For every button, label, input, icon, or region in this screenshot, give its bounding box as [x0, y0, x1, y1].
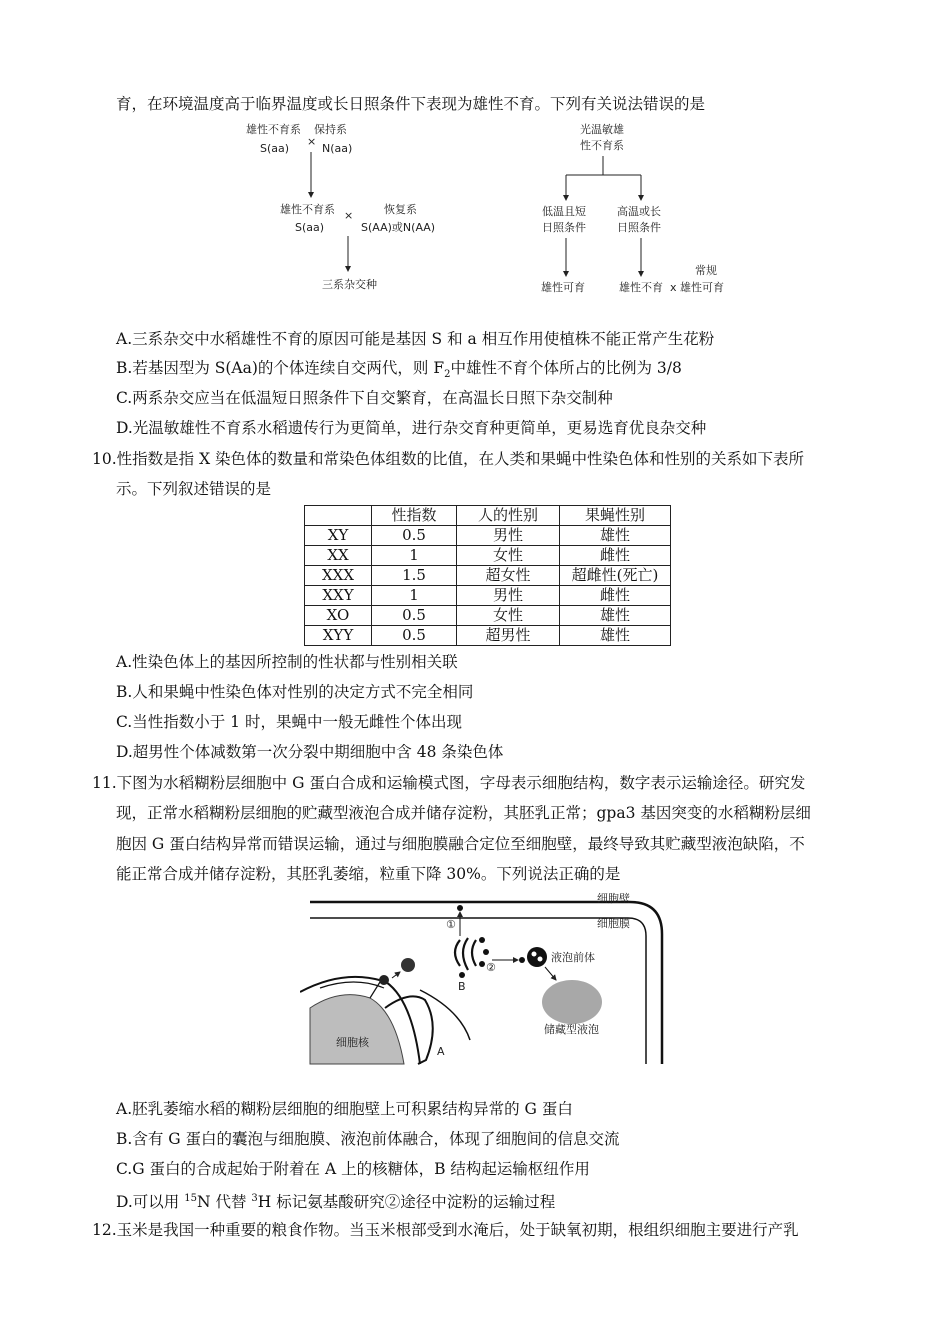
- label-route2: ②: [486, 961, 496, 974]
- table-cell: 超雌性(死亡): [560, 566, 671, 586]
- table-cell: XYY: [305, 626, 372, 646]
- q10-option-b: B.人和果蝇中性染色体对性别的决定方式不完全相同: [116, 683, 474, 701]
- q9-intro-line: 育，在环境温度高于临界温度或长日照条件下表现为雄性不育。下列有关说法错误的是: [116, 95, 706, 113]
- q9-p1-genotype: S(aa): [260, 142, 290, 155]
- q11-stem-line1: 11.下图为水稻糊粉层细胞中 G 蛋白合成和运输模式图，字母表示细胞结构，数字表示运输途径。研究发: [92, 774, 806, 792]
- table-cell: 0.5: [372, 526, 457, 546]
- table-cell: 男性: [457, 586, 560, 606]
- table-header-row: [305, 506, 671, 526]
- q9-f-genotype: S(aa): [295, 221, 325, 234]
- q9-option-b: B.若基因型为 S(Aa)的个体连续自交两代，则 $F_2$中雄性不育个体所占的比例为 3/8: [116, 359, 682, 381]
- table-row: [305, 606, 671, 626]
- q11-option-c: C.G 蛋白的合成起始于附着在 A 上的核糖体，B 结构起运输枢纽作用: [116, 1160, 590, 1178]
- label-b: B: [458, 980, 466, 993]
- table-cell: 超男性: [457, 626, 560, 646]
- q9-f-label: 雄性不育系: [280, 203, 335, 216]
- q10-option-c: C.当性指数小于 1 时，果蝇中一般无雌性个体出现: [116, 713, 462, 731]
- q10-stem-line2: 示。下列叙述错误的是: [116, 480, 272, 498]
- q9-right-cond2: 日照条件: [617, 221, 661, 234]
- q10-option-d: D.超男性个体减数第一次分裂中期细胞中含 48 条染色体: [116, 743, 504, 761]
- table-row: [305, 546, 671, 566]
- table-cell: 1: [372, 586, 457, 606]
- table-cell: XO: [305, 606, 372, 626]
- table-cell: 雄性: [560, 606, 671, 626]
- q9-r-label: 恢复系: [384, 203, 417, 216]
- table-cell: 1.5: [372, 566, 457, 586]
- table-cell: 女性: [457, 606, 560, 626]
- q9-option-a: A.三系杂交中水稻雄性不育的原因可能是基因 S 和 a 相互作用使植株不能正常产生花粉: [116, 330, 715, 348]
- q9-cross2: ×: [344, 209, 354, 222]
- table-cell: XX: [305, 546, 372, 566]
- q9-top-line1: 光温敏雄: [580, 123, 624, 136]
- q9-p2-genotype: N(aa): [322, 142, 353, 155]
- q9-left-cond2: 日照条件: [542, 221, 586, 234]
- q9-right-result: 雄性不育: [619, 281, 663, 294]
- table-row: [305, 626, 671, 646]
- sex-index-table: [304, 505, 671, 646]
- table-cell: 超女性: [457, 566, 560, 586]
- q9-top-line2: 性不育系: [580, 139, 624, 152]
- q11-option-b: B.含有 G 蛋白的囊泡与细胞膜、液泡前体融合，体现了细胞间的信息交流: [116, 1130, 620, 1148]
- table-cell: 雄性: [560, 626, 671, 646]
- table-cell: 雌性: [560, 546, 671, 566]
- label-nucleus: 细胞核: [336, 1036, 369, 1049]
- q9-r-genotype: S(AA)或N(AA): [361, 221, 436, 234]
- q10-option-a: A.性染色体上的基因所控制的性状都与性别相关联: [116, 653, 458, 671]
- table-header-cell: [305, 506, 372, 526]
- label-vacuole-precursor: 液泡前体: [551, 951, 595, 964]
- table-cell: XXY: [305, 586, 372, 606]
- q9-option-c: C.两系杂交应当在低温短日照条件下自交繁育，在高温长日照下杂交制种: [116, 389, 613, 407]
- q9-left-cond1: 低温且短: [542, 205, 586, 218]
- q9-left-result: 雄性可育: [541, 281, 585, 294]
- q9-result: 三系杂交种: [322, 278, 377, 291]
- q11-stem-line4: 能正常合成并储存淀粉，其胚乳萎缩，粒重下降 30%。下列说法正确的是: [116, 865, 621, 883]
- table-cell: 0.5: [372, 626, 457, 646]
- table-cell: XXX: [305, 566, 372, 586]
- table-header-cell: 性指数: [372, 506, 457, 526]
- q9-normal-line1: 常规: [695, 264, 717, 277]
- table-header-cell: 果蝇性别: [560, 506, 671, 526]
- label-storage-vacuole: 储藏型液泡: [544, 1023, 599, 1036]
- table-cell: 1: [372, 546, 457, 566]
- label-cell-membrane: 细胞膜: [597, 917, 630, 930]
- q9-right-cross: x: [670, 281, 677, 294]
- table-cell: XY: [305, 526, 372, 546]
- q10-stem-line1: 10.性指数是指 X 染色体的数量和常染色体组数的比值，在人类和果蝇中性染色体和性别的关系如下表所: [92, 450, 805, 468]
- table-cell: 雄性: [560, 526, 671, 546]
- q11-stem-line2: 现，正常水稻糊粉层细胞的贮藏型液泡合成并储存淀粉，其胚乳正常；gpa3 基因突变的水稻糊粉层细: [116, 804, 811, 822]
- label-cell-wall: 细胞壁: [597, 892, 630, 905]
- q9-p1-label: 雄性不育系: [246, 123, 301, 136]
- q9-cross1: ×: [307, 135, 317, 148]
- table-row: [305, 566, 671, 586]
- q9-normal-line2: 雄性可育: [680, 281, 724, 294]
- q9-right-cond1: 高温或长: [617, 205, 661, 218]
- q11-option-d: D.可以用 $^{15}$N 代替 $^3$H 标记氨基酸研究②途径中淀粉的运输过程: [116, 1193, 556, 1212]
- q11-stem-line3: 胞因 G 蛋白结构异常而错误运输，通过与细胞膜融合定位至细胞壁，最终导致其贮藏型液泡缺陷，不: [116, 835, 805, 853]
- q12-stem-line1: 12.玉米是我国一种重要的粮食作物。当玉米根部受到水淹后，处于缺氧初期，根组织细胞主要进行产乳: [92, 1221, 799, 1239]
- table-cell: 0.5: [372, 606, 457, 626]
- label-a: A: [437, 1045, 445, 1058]
- table-cell: 女性: [457, 546, 560, 566]
- q11-option-a: A.胚乳萎缩水稻的糊粉层细胞的细胞壁上可积累结构异常的 G 蛋白: [116, 1100, 573, 1118]
- q9-p2-label: 保持系: [314, 123, 347, 136]
- table-cell: 男性: [457, 526, 560, 546]
- label-route1: ①: [446, 918, 456, 931]
- q9-diagram-lines: [0, 0, 950, 320]
- q9-option-d: D.光温敏雄性不育系水稻遗传行为更简单，进行杂交育种更简单，更易选育优良杂交种: [116, 419, 707, 437]
- table-row: [305, 586, 671, 606]
- table-cell: 雌性: [560, 586, 671, 606]
- table-header-cell: 人的性别: [457, 506, 560, 526]
- table-row: [305, 526, 671, 546]
